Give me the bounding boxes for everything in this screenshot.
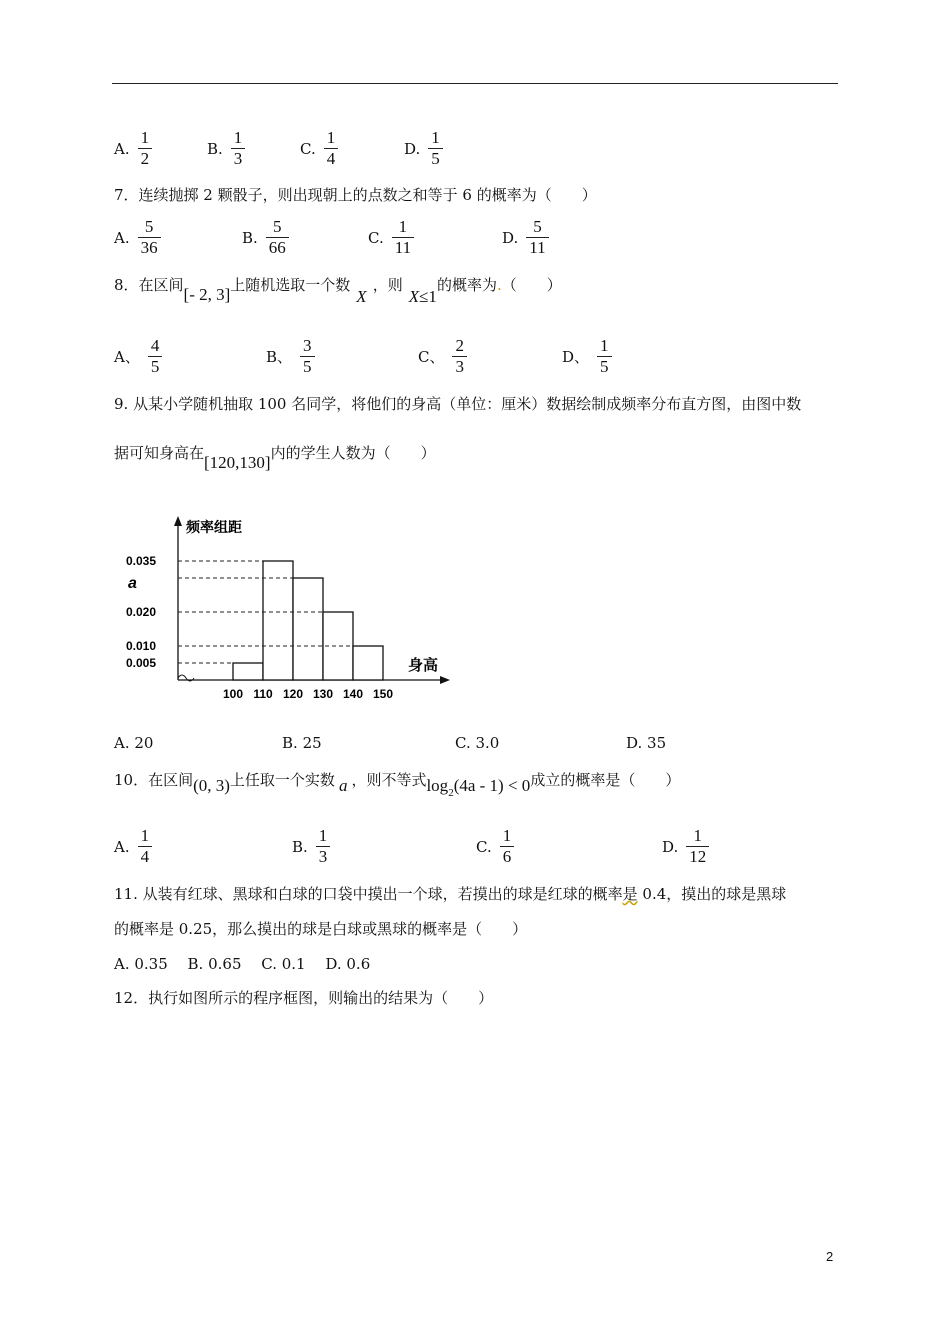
y-tick-label: a <box>128 575 137 592</box>
histogram-bar <box>353 646 383 680</box>
q11-text-line2: 的概率是 0.25，那么摸出的球是白球或黑球的概率是（ ） <box>114 920 528 938</box>
q7-option-c[interactable]: C. $\frac{1}{11}$ <box>368 217 414 258</box>
fraction: $\frac{5}{66}$ <box>266 217 289 258</box>
x-axis-arrow <box>440 676 450 684</box>
fraction: $\frac{1}{5}$ <box>597 336 612 377</box>
q7-option-b[interactable]: B. $\frac{5}{66}$ <box>242 217 289 258</box>
q10-interval: (0, 3) <box>193 776 230 795</box>
page-number: 2 <box>826 1249 834 1264</box>
q8-option-b[interactable]: B、 $\frac{3}{5}$ <box>266 336 315 377</box>
q10-inequality: $\log_2(4a - 1) < 0$ <box>426 776 531 799</box>
fraction: $\frac{5}{11}$ <box>526 217 548 258</box>
q9-option-c[interactable]: C. 3.0 <box>455 734 500 752</box>
q8-interval: [- 2, 3] <box>183 285 231 304</box>
q7-option-a[interactable]: A. $\frac{5}{36}$ <box>114 217 161 258</box>
q10-variable: a <box>338 776 348 795</box>
frequency-histogram <box>118 510 458 710</box>
q9-option-a[interactable]: A. 20 <box>114 734 154 752</box>
q10-text: 10．在区间(0, 3)上任取一个实数 a ，则不等式$\log_2(4a - 1) < 0$成立的概率是（ ） <box>114 771 681 799</box>
fraction: $\frac{1}{11}$ <box>392 217 414 258</box>
fraction: $\frac{2}{3}$ <box>452 336 467 377</box>
fraction: $\frac{1}{4}$ <box>324 128 339 169</box>
y-tick-label: 0.020 <box>126 605 157 619</box>
q10-option-a[interactable]: A. $\frac{1}{4}$ <box>114 826 152 867</box>
q6-option-a[interactable]: A. $\frac{1}{2}$ <box>114 128 152 169</box>
fraction: $\frac{1}{4}$ <box>138 826 153 867</box>
fraction: $\frac{3}{5}$ <box>300 336 315 377</box>
fraction: $\frac{1}{5}$ <box>428 128 443 169</box>
fraction: $\frac{1}{12}$ <box>686 826 709 867</box>
y-tick-label: 0.005 <box>126 656 157 670</box>
q10-option-c[interactable]: C. $\frac{1}{6}$ <box>476 826 514 867</box>
q9-option-d[interactable]: D. 35 <box>626 734 667 752</box>
x-axis-title: 身高 <box>408 657 439 674</box>
y-axis-title: 频率组距 <box>186 519 242 535</box>
q11-options[interactable]: A. 0.35 B. 0.65 C. 0.1 D. 0.6 <box>114 955 371 973</box>
histogram-bar <box>233 663 263 680</box>
q7-text: 7．连续抛掷 2 颗骰子，则出现朝上的点数之和等于 6 的概率为（ ） <box>114 186 597 204</box>
q6-option-c[interactable]: C. $\frac{1}{4}$ <box>300 128 338 169</box>
y-tick-label: 0.010 <box>126 639 157 653</box>
fraction: $\frac{1}{2}$ <box>138 128 153 169</box>
q8-option-d[interactable]: D、 $\frac{1}{5}$ <box>562 336 612 377</box>
y-tick-label: 0.035 <box>126 554 157 568</box>
q9-option-b[interactable]: B. 25 <box>282 734 322 752</box>
q6-option-b[interactable]: B. $\frac{1}{3}$ <box>207 128 245 169</box>
q8-option-c[interactable]: C、 $\frac{2}{3}$ <box>418 336 467 377</box>
fraction: $\frac{1}{6}$ <box>500 826 515 867</box>
histogram-bar <box>293 578 323 680</box>
q9-text-line2: 据可知身高在[120,130]内的学生人数为（ ） <box>114 444 436 472</box>
x-tick-label: 100 <box>222 687 244 701</box>
x-tick-label: 140 <box>342 687 364 701</box>
fraction: $\frac{5}{36}$ <box>138 217 161 258</box>
q9-text-line1: 9. 从某小学随机抽取 100 名同学，将他们的身高（单位：厘米）数据绘制成频率分布直方图，由图中数 <box>114 395 802 413</box>
q8-text: 8．在区间[- 2, 3]上随机选取一个数X，则X≤1的概率为.（ ） <box>114 276 562 306</box>
q8-variable: X <box>356 287 367 306</box>
x-tick-label: 120 <box>282 687 304 701</box>
q6-option-d[interactable]: D. $\frac{1}{5}$ <box>404 128 443 169</box>
q11-text-line1: 11. 从装有红球、黑球和白球的口袋中摸出一个球，若摸出的球是红球的概率是 0.4，摸出的球是黑球 <box>114 885 787 903</box>
q9-interval: [120,130] <box>204 453 271 472</box>
histogram-bar <box>263 561 293 680</box>
q7-option-d[interactable]: D. $\frac{5}{11}$ <box>502 217 549 258</box>
x-tick-label: 150 <box>372 687 394 701</box>
fraction: $\frac{1}{3}$ <box>316 826 331 867</box>
y-axis-arrow <box>174 516 182 526</box>
fraction: $\frac{4}{5}$ <box>148 336 163 377</box>
x-tick-label: 130 <box>312 687 334 701</box>
x-tick-label: 110 <box>253 687 273 701</box>
q12-text: 12．执行如图所示的程序框图，则输出的结果为（ ） <box>114 989 494 1007</box>
q10-option-b[interactable]: B. $\frac{1}{3}$ <box>292 826 330 867</box>
q8-option-a[interactable]: A、 $\frac{4}{5}$ <box>114 336 162 377</box>
q10-option-d[interactable]: D. $\frac{1}{12}$ <box>662 826 709 867</box>
header-rule <box>112 83 838 84</box>
fraction: $\frac{1}{3}$ <box>231 128 246 169</box>
